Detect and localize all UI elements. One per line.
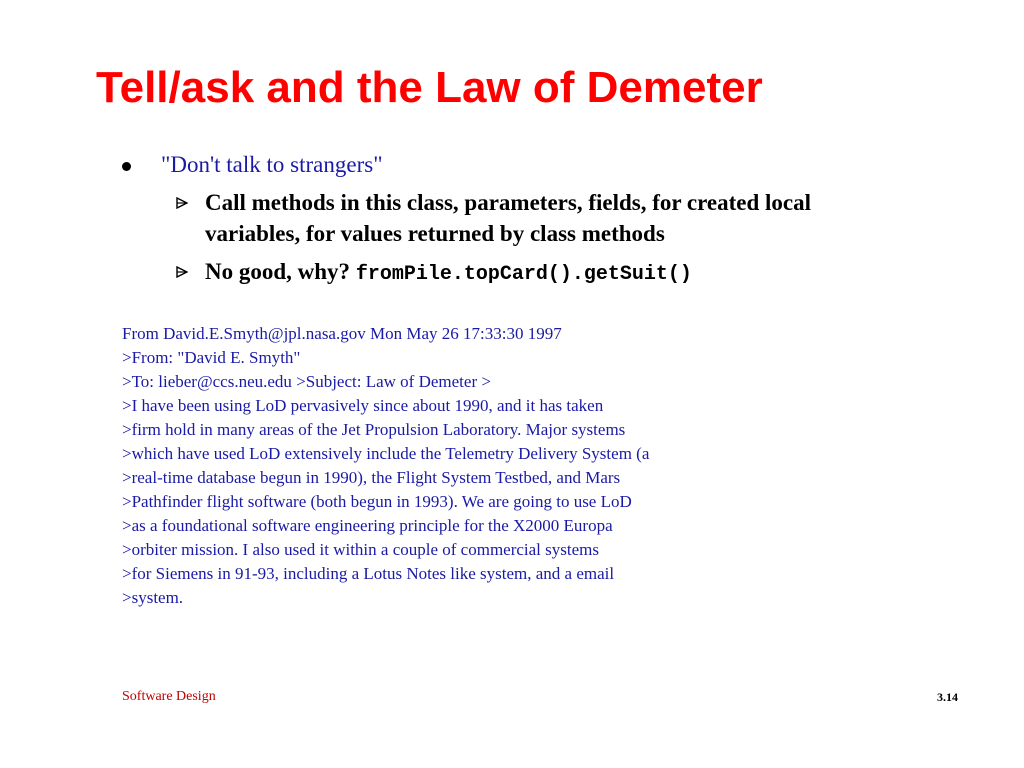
email-line: >as a foundational software engineering principle for the X2000 Europa xyxy=(122,516,613,535)
bullet-dot-icon xyxy=(122,162,131,171)
slide-title: Tell/ask and the Law of Demeter xyxy=(96,63,763,112)
email-line: >From: "David E. Smyth" xyxy=(122,348,301,367)
footer-slide-number: 3.14 xyxy=(937,690,958,704)
email-line: >I have been using LoD pervasively since about 1990, and it has taken xyxy=(122,396,604,415)
arrow-bullet-icon xyxy=(176,256,190,287)
email-line: >system. xyxy=(122,588,184,607)
email-line: >orbiter mission. I also used it within a couple of commercial systems xyxy=(122,540,599,559)
sub-bullet-text: Call methods in this class, parameters, fields, for created local variables, for values returned by class methods xyxy=(205,190,812,246)
email-line: >which have used LoD extensively include the Telemetry Delivery System (a xyxy=(122,444,650,463)
email-line: From David.E.Smyth@jpl.nasa.gov Mon May 26 17:33:30 1997 xyxy=(122,324,562,343)
email-line: >To: lieber@ccs.neu.edu >Subject: Law of Demeter > xyxy=(122,372,491,391)
sub-bullet-text-group xyxy=(205,256,895,290)
email-line: >real-time database begun in 1990), the Flight System Testbed, and Mars xyxy=(122,468,621,487)
bullet-text: "Don't talk to strangers" xyxy=(161,152,383,177)
email-line: >Pathfinder flight software (both begun in 1993). We are going to use LoD xyxy=(122,492,632,511)
email-line: >firm hold in many areas of the Jet Propulsion Laboratory. Major systems xyxy=(122,420,626,439)
email-line: >for Siemens in 91-93, including a Lotus Notes like system, and a email xyxy=(122,564,615,583)
sub-bullet-text: No good, why? xyxy=(205,259,356,284)
footer-course-name: Software Design xyxy=(122,689,216,704)
code-snippet: fromPile.topCard().getSuit() xyxy=(355,263,692,286)
email-quote-block xyxy=(122,322,649,610)
arrow-bullet-icon xyxy=(176,187,190,218)
